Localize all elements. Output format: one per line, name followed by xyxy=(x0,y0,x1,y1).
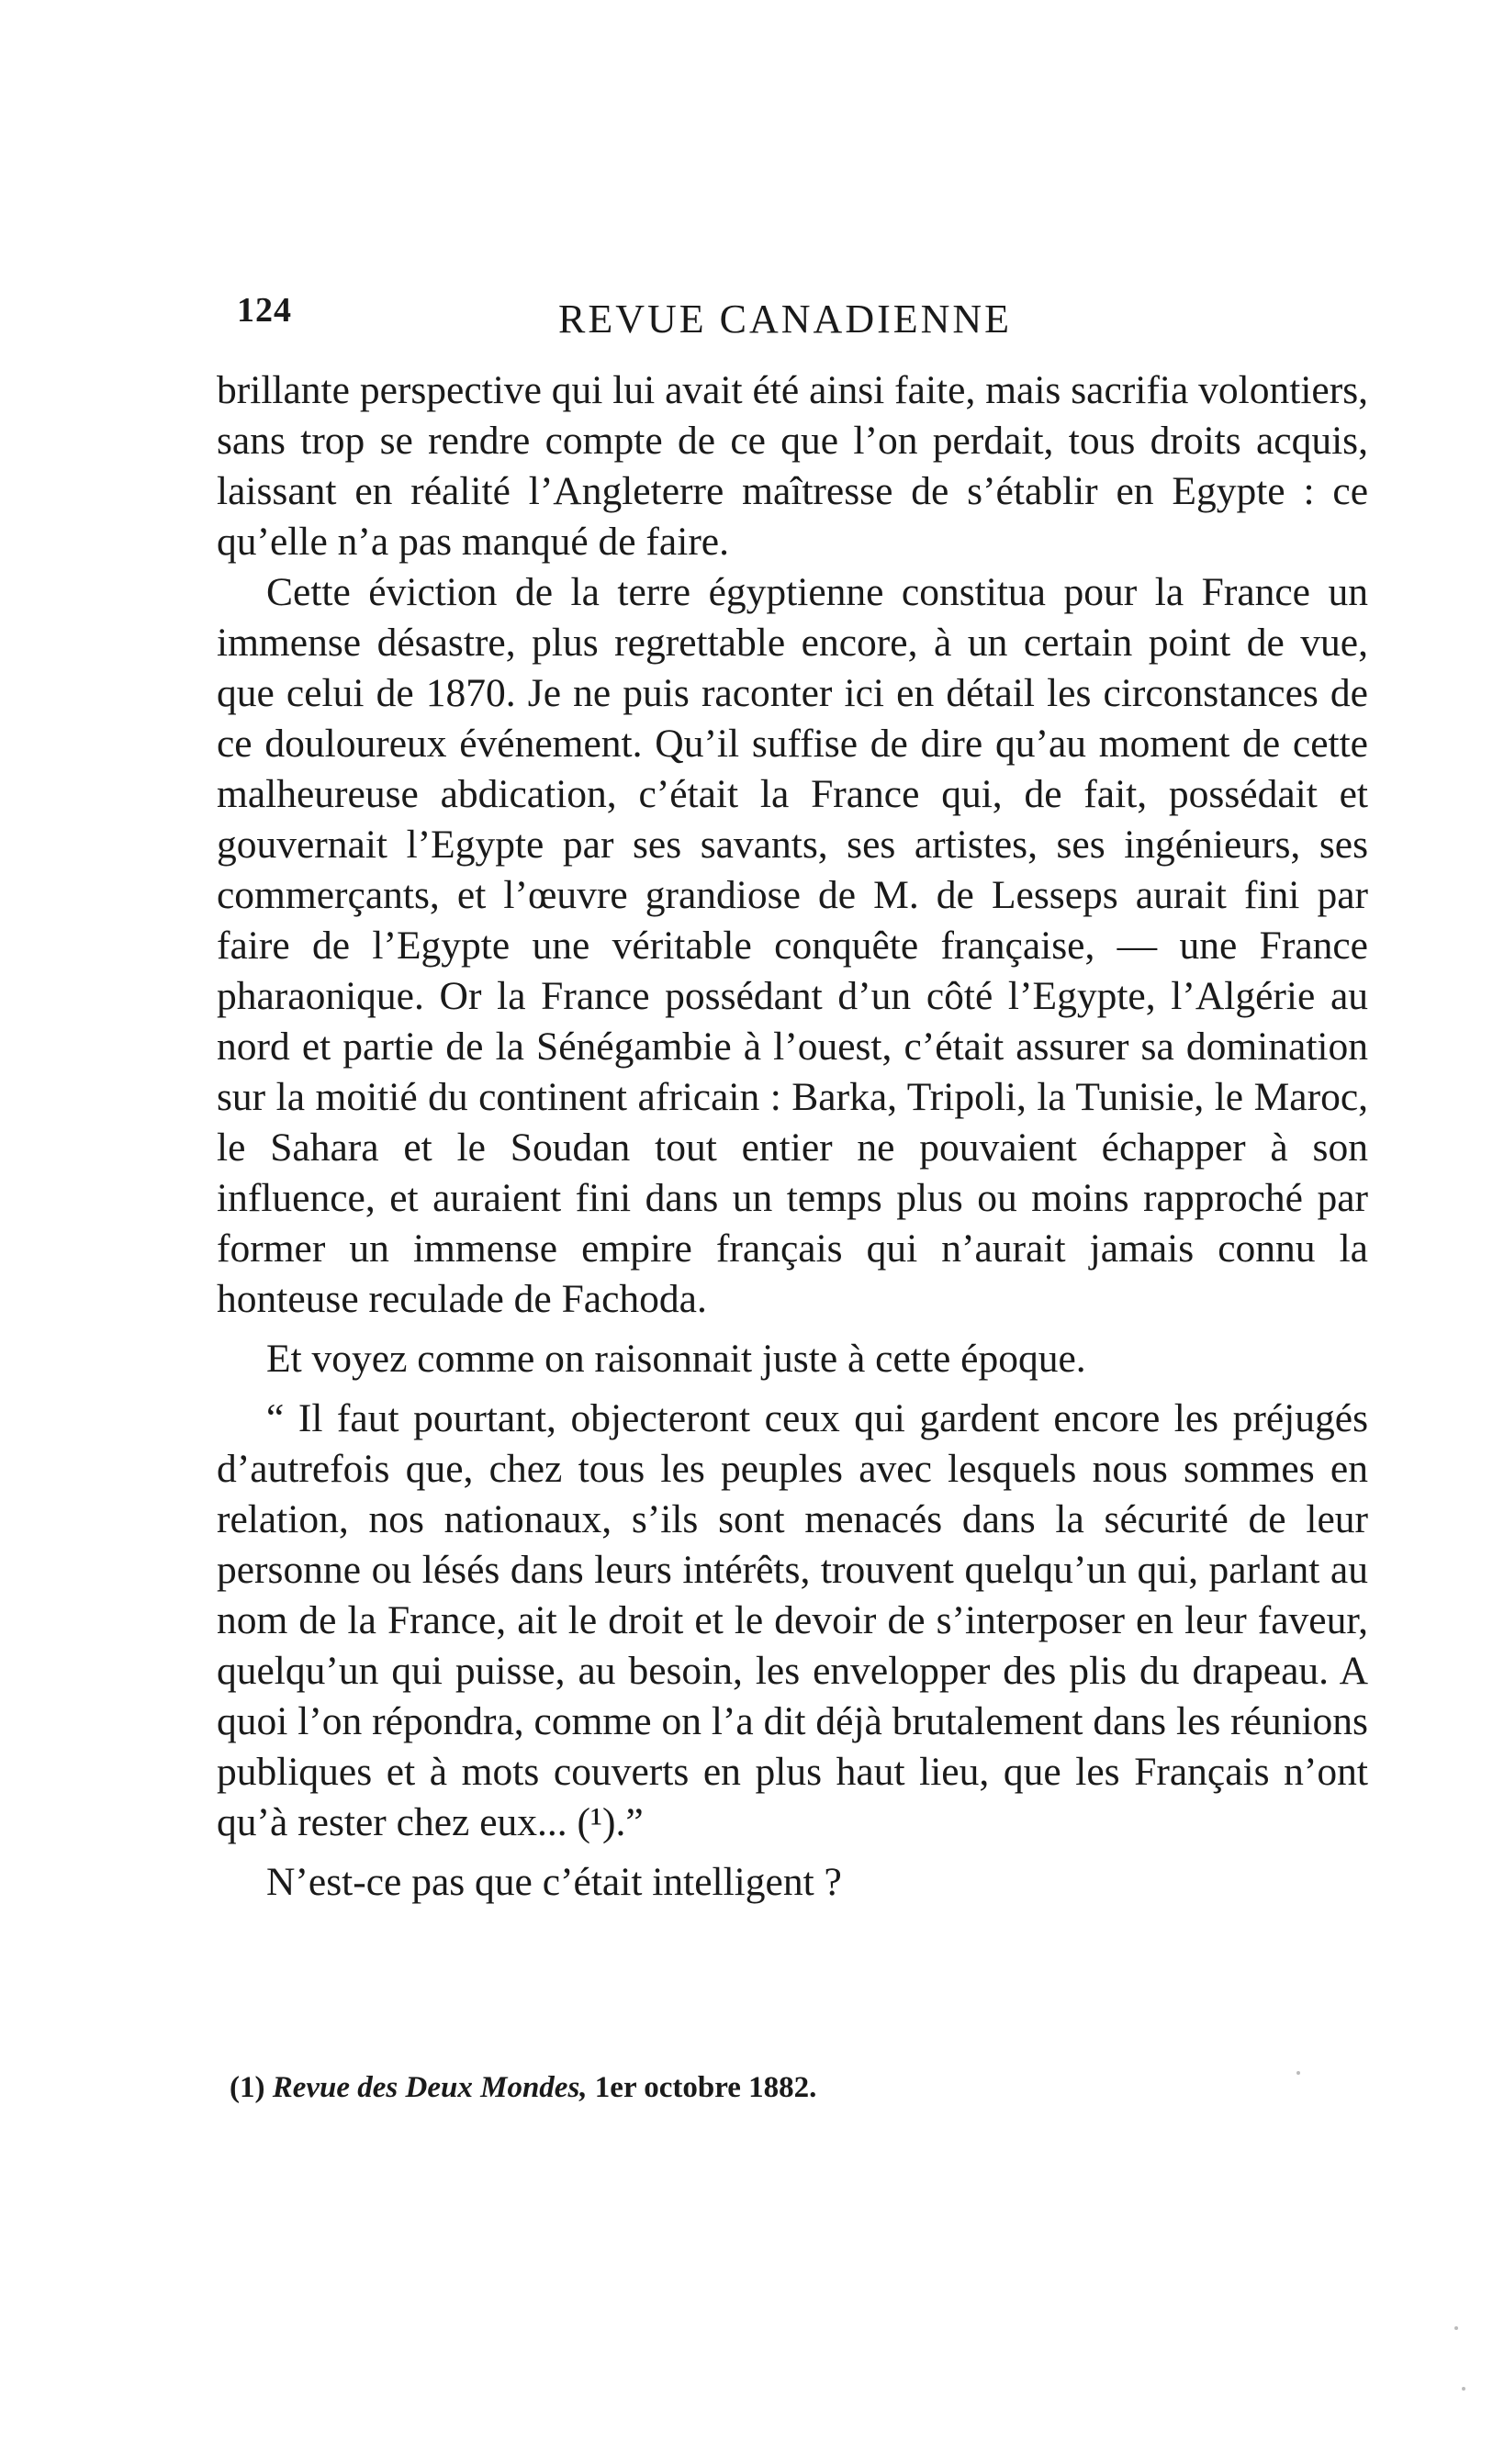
scan-speck xyxy=(1296,2071,1300,2075)
paragraph-transition: Et voyez comme on raisonnait juste à cette époque. xyxy=(266,1337,1086,1381)
scan-speck xyxy=(1462,2387,1465,2391)
running-title: REVUE CANADIENNE xyxy=(558,297,1013,342)
paragraph-quotation: “ Il faut pourtant, objecteront ceux qui gardent encore les préjugés d’autrefois que, chez tous les peuples avec lesquels nous sommes en relation, nos nationaux, s’ils sont menacés dans la sécurité de leur personne ou lésés dans leurs intérêts, trouvent quelqu’un qui, parlant au nom de la France, ait le droit et le devoir de s’interposer en leur faveur, quelqu’un qui puisse, au besoin, les envelopper des plis du drapeau. A quoi l’on répondra, comme on l’a dit déjà brutalement dans les réunions publiques et à mots couverts en plus haut lieu, que les Français n’ont qu’à rester chez eux... (¹).” xyxy=(217,1396,1368,1844)
page-header xyxy=(237,290,1366,345)
footnote-source: Revue des Deux Mondes, xyxy=(272,2071,588,2104)
scan-speck xyxy=(1454,2326,1458,2330)
paragraph-continuation: brillante perspective qui lui avait été ainsi faite, mais sacrifia volontiers, sans trop se rendre compte de ce que l’on perdait, tous droits acquis, laissant en réalité l’Angleterre maîtresse de s’établir en Egypte : ce qu’elle n’a pas manqué de faire. xyxy=(217,368,1368,564)
paragraph-closing-question: N’est-ce pas que c’était intelligent ? xyxy=(266,1860,842,1904)
footnote-marker: (1) xyxy=(230,2071,265,2104)
body-text xyxy=(217,365,1368,1908)
footnote-date: 1er octobre 1882. xyxy=(594,2071,817,2104)
footnote xyxy=(230,2067,1331,2108)
page-number: 124 xyxy=(237,291,292,330)
paragraph-egypt-eviction: Cette éviction de la terre égyptienne constitua pour la France un immense désastre, plus regrettable encore, à un certain point de vue, que celui de 1870. Je ne puis raconter ici en détail les circonstances de ce douloureux événement. Qu’il suffise de dire qu’au moment de cette malheureuse abdication, c’était la France qui, de fait, possédait et gouvernait l’Egypte par ses savants, ses artistes, ses ingénieurs, ses commerçants, et l’œuvre grandiose de M. de Lesseps aurait fini par faire de l’Egypte une véritable conquête française, — une France pharaonique. Or la France possédant d’un côté l’Egypte, l’Algérie au nord et partie de la Sénégambie à l’ouest, c’était assurer sa domination sur la moitié du continent africain : Barka, Tripoli, la Tunisie, le Maroc, le Sahara et le Soudan tout entier ne pouvaient échapper à son influence, et auraient fini dans un temps plus ou moins rapproché par former un immense empire français qui n’aurait jamais connu la honteuse reculade de Fachoda. xyxy=(217,570,1368,1321)
